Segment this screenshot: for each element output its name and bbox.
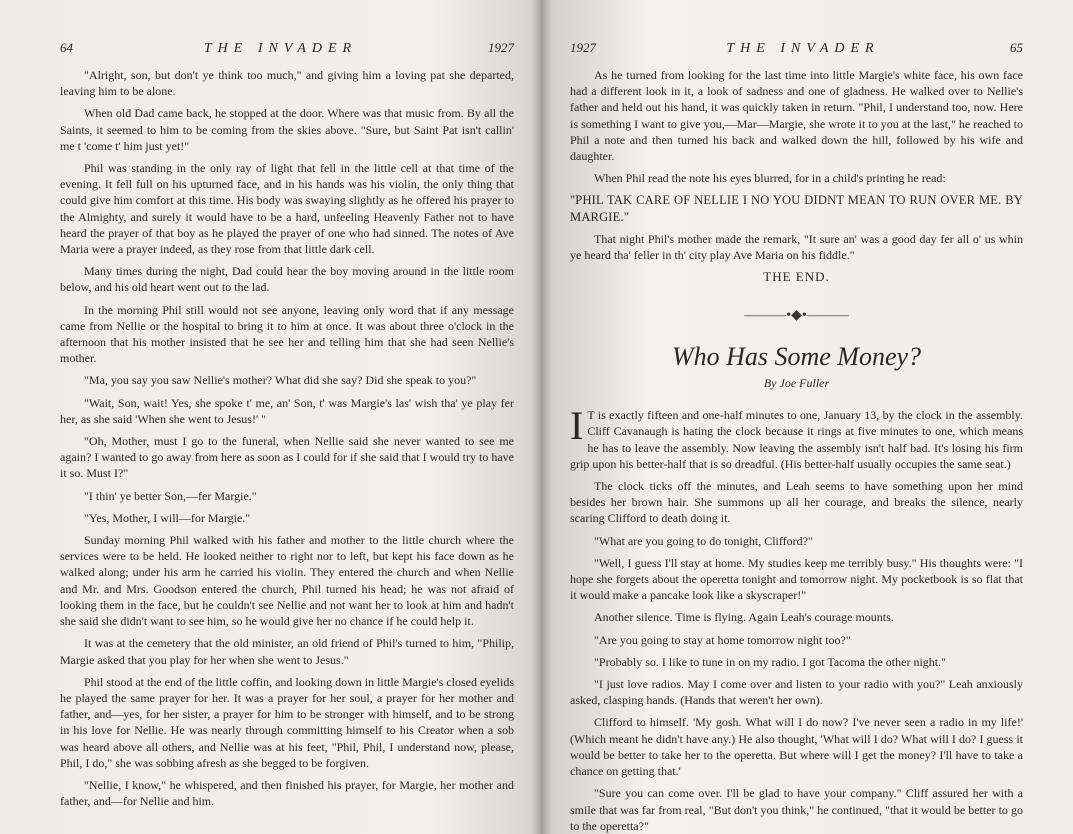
paragraph: Phil was standing in the only ray of light that fell in the little cell at that time of the evening. It fell full on his upturned face, and in his hands was his violin, the only thing that could give him comfort at this time. His body was swaying slightly as he offered his prayer to the Almighty, and surely it would have to be a hard, unfeeling Heavenly Father not to have heard the prayer of that boy as he played the prayer of one who had sinned. The notes of Ave Maria were a prayer indeed, as they rose from that little dark cell.: [60, 161, 514, 257]
paragraph: Clifford to himself. 'My gosh. What will I do now? I've never seen a radio in my life!' (Which meant he didn't have any.) He also thought, 'What will I do? What will I do? I guess it would be better to take her to the operetta. But where will I get the money? I'll have to take a chance on getting that.': [570, 715, 1023, 779]
right-page-body: [570, 67, 1023, 834]
paragraph: "Sure you can come over. I'll be glad to have your company." Cliff assured her with a smile that was far from real, "But don't you think," he continued, "that it would be better to go to the operetta?": [570, 786, 1023, 833]
paragraph: Another silence. Time is flying. Again Leah's courage mounts.: [594, 610, 894, 625]
paragraph: Many times during the night, Dad could hear the boy moving around in the little room below, and his old heart went out to the lad.: [60, 264, 514, 295]
paragraph: "Well, I guess I'll stay at home. My studies keep me terribly busy." His thoughts were: "I hope she forgets about the operetta tonight and tomorrow night. My pocketbook is so flat that it would make a pancake look like a skyscraper!": [570, 555, 1023, 603]
paragraph: Sunday morning Phil walked with his father and mother to the little church where the services were to be held. He looked neither to right nor to left, but kept his face down as he walked along; under his arm he carried his violin. They entered the church and when Nellie and Mr. and Mrs. Goodson entered the church, Phil turned his head; he was not afraid of looking them in the face, but he couldn't see Nellie and not want her to look at him and hadn't she said she didn't want to see him, so he would give her no chance if he could help it.: [60, 533, 514, 629]
running-title: THE INVADER: [203, 41, 358, 56]
paragraph: When old Dad came back, he stopped at the door. Where was that music from. By all the Saints, it seemed to him to be coming from the skies above. "Sure, but Saint Pat isn't callin' me t 'come t' him just yet!": [60, 106, 514, 153]
paragraph: "Wait, Son, wait! Yes, she spoke t' me, an' Son, t' was Margie's las' wish tha' ye play fer her, as she said 'When she went to Jesus!' ": [60, 395, 514, 426]
paragraph: "Yes, Mother, I will—for Margie.": [84, 510, 251, 525]
paragraph: When Phil read the note his eyes blurred, for in a child's printing he read:: [594, 171, 946, 186]
first-paragraph-text: T is exactly fifteen and one-half minutes to one, January 13, by the clock in the assembly. Cliff Cavanaugh is hating the clock because it rings at five minutes to one, which means he has to leave the assembly. Now leaving the assembly isn't half bad. It's losing his firm grip upon his better-half that is so dreadful. (His better-half usually occupies the same seat.): [570, 408, 1023, 471]
paragraph: "I just love radios. May I come over and listen to your radio with you?" Leah anxiously asked, clasping hands. (Hands that weren't her own).: [570, 677, 1023, 708]
left-page-body: [60, 67, 514, 809]
first-paragraph: [570, 403, 1023, 472]
drop-cap: I: [570, 403, 584, 449]
page-year: 1927: [570, 40, 596, 55]
book-gutter: [530, 0, 552, 834]
the-end: THE END.: [763, 269, 830, 285]
paragraph: In the morning Phil still would not see anyone, leaving only word that if any message came from Nellie or the hospital to bring it to him at once. It was about three o'clock in the afternoon that his mother insisted that he see her and telling him that she had seen Nellie's mother.: [60, 302, 514, 366]
paragraph: "What are you going to do tonight, Clifford?": [594, 533, 813, 548]
paragraph: As he turned from looking for the last time into little Margie's white face, his own face had a different look in it, a look of sadness and one of gladness. He walked over to Nellie's father and held out his hand, it was quickly taken in return. "Phil, I understand too, now. Here is something I want to give you,—Mar—Margie, she wrote it to you at the last," he reached to Phil a note and then turned his back and walked down the hill, followed by his wife and daughter.: [570, 68, 1023, 164]
paragraph: That night Phil's mother made the remark, "It sure an' was a good day fer all o' us whin ye heard tha' feller in th' city play Ave Maria on his fiddle.": [570, 231, 1023, 263]
paragraph: "Probably so. I like to tune in on my radio. I got Tacoma the other night.": [594, 654, 947, 669]
paragraph: "Are you going to stay at home tomorrow night too?": [594, 632, 851, 647]
paragraph: "Nellie, I know," he whispered, and then finished his prayer, for Margie, her mother and father, and—for Nellie and him.: [60, 777, 514, 809]
paragraph: "Oh, Mother, must I go to the funeral, when Nellie said she never wanted to see me again? I wanted to go away from here as soon as I could for if she said that I would try to have it so. Must I?": [60, 434, 514, 481]
paragraph: "Ma, you say you saw Nellie's mother? What did she say? Did she speak to you?": [84, 373, 477, 388]
paragraph: Phil stood at the end of the little coffin, and looking down in little Margie's closed eyelids he played the same prayer for her. It was a prayer for her soul, a prayer for her mother and father, and—yes, for her sister, a prayer for him to be stronger with himself, and to be strong in his love for Nellie. He was nearly through committing himself to his Creator when a sob was heard above all others, and Nellie was at his feet, "Phil, Phil, I understand now, please, Phil, I do," she was sobbing afresh as she begged to be forgiven.: [60, 674, 514, 770]
right-page: [540, 0, 1073, 834]
story-byline: By Joe Fuller: [763, 376, 830, 391]
page-number: 64: [60, 40, 73, 55]
paragraph: "Alright, son, but don't ye think too much," and giving him a loving pat she departed, leaving him to be alone.: [60, 68, 514, 99]
story-title: Who Has Some Money?: [671, 342, 922, 372]
left-page-header: [60, 40, 514, 57]
right-page-header: [570, 40, 1023, 57]
page-number: 65: [1009, 40, 1023, 55]
page-year: 1927: [487, 40, 514, 55]
running-title: THE INVADER: [726, 41, 880, 56]
paragraph: The clock ticks off the minutes, and Leah seems to have something upon her mind besides her brown hair. She summons up all her courage, and breaks the silence, nearly scaring Clifford to death doing it.: [570, 479, 1023, 526]
margie-note: "PHIL TAK CARE OF NELLIE I NO YOU DIDNT MEAN TO RUN OVER ME. BY MARGIE.": [570, 193, 1023, 224]
paragraph: It was at the cemetery that the old minister, an old friend of Phil's turned to him, "Philip, Margie asked that you play for her when she went to Jesus.": [60, 636, 514, 667]
divider-ornament: ———•◆•———: [744, 308, 849, 324]
paragraph: "I thin' ye better Son,—fer Margie.": [84, 488, 257, 503]
